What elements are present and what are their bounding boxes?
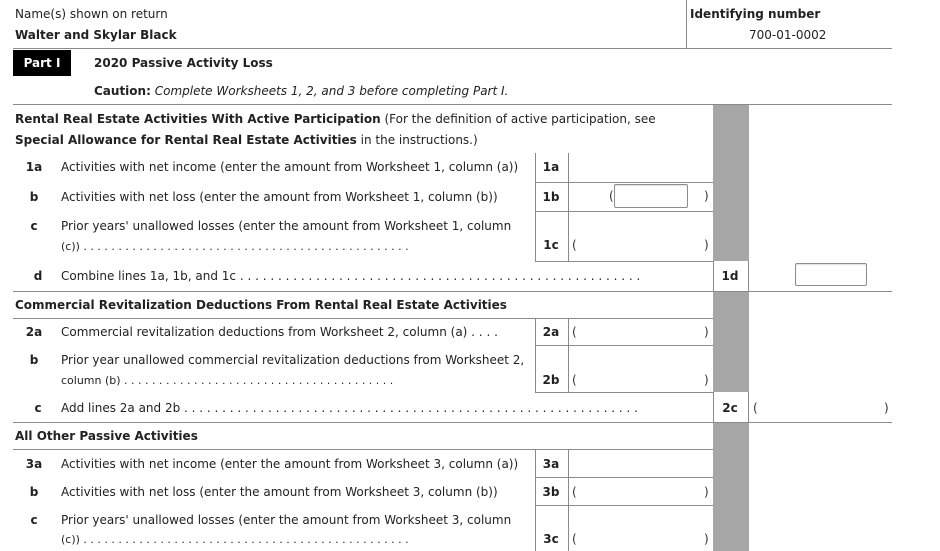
section3-heading-rule (13, 449, 713, 450)
box-label-3a: 3a (542, 457, 560, 471)
line-1d-text: Combine lines 1a, 1b, and 1c . . . . . . . . . . . . . . . . . . . . . . . . . . . . . . . . . . . . . . . . . . . . . . . . . . . . . (61, 269, 641, 283)
line-number: b (29, 353, 39, 367)
line-number: c (34, 401, 42, 415)
line-2b-text-cont: column (b) . . . . . . . . . . . . . . . . . . . . . . . . . . . . . . . . . . . . . . . (61, 374, 394, 387)
box-divider (568, 211, 569, 261)
line-1c-text-cont: (c)) . . . . . . . . . . . . . . . . . . . . . . . . . . . . . . . . . . . . . . . . . . . . . . . (61, 240, 409, 253)
name-label: Name(s) shown on return (15, 7, 168, 21)
paren-open: ( (753, 401, 758, 415)
line-number: c (30, 219, 38, 233)
paren-open: ( (609, 189, 614, 203)
box-label-2a: 2a (542, 325, 560, 339)
shaded-column-3 (713, 422, 749, 551)
header-rule (13, 48, 892, 49)
line-2b-text: Prior year unallowed commercial revitalization deductions from Worksheet 2, (61, 353, 525, 367)
line-number: 3a (25, 457, 43, 471)
line-number: b (29, 485, 39, 499)
box-label-1b: 1b (542, 190, 560, 204)
box-label-3c: 3c (543, 532, 559, 546)
paren-close: ) (704, 532, 709, 546)
section1-heading-bold: Rental Real Estate Activities With Active Participation (15, 112, 381, 126)
section1-heading-rest: (For the definition of active participation, see (380, 112, 656, 126)
box-divider (713, 392, 714, 422)
section3-heading: All Other Passive Activities (15, 429, 198, 443)
line-number: 1a (25, 160, 43, 174)
part-title: 2020 Passive Activity Loss (94, 56, 273, 70)
shaded-column-2 (713, 291, 749, 392)
part-rule (13, 104, 892, 105)
box-label-1a: 1a (542, 160, 560, 174)
part-badge: Part I (13, 50, 71, 76)
section2-rule (13, 422, 892, 423)
paren-close: ) (704, 485, 709, 499)
box-label-3b: 3b (542, 485, 560, 499)
box-divider (568, 153, 569, 182)
id-value: 700-01-0002 (749, 28, 827, 42)
id-label: Identifying number (690, 7, 821, 21)
paren-open: ( (572, 238, 577, 252)
section2-heading: Commercial Revitalization Deductions From Rental Real Estate Activities (15, 298, 507, 312)
paren-close: ) (704, 325, 709, 339)
box-label-1c: 1c (543, 238, 559, 252)
line-1d-input[interactable] (795, 263, 867, 286)
paren-close: ) (884, 401, 889, 415)
row-rule (535, 345, 713, 346)
line-1b-text: Activities with net loss (enter the amount from Worksheet 1, column (b)) (61, 190, 498, 204)
line-1c-text: Prior years' unallowed losses (enter the amount from Worksheet 1, column (61, 219, 512, 233)
paren-close: ) (704, 373, 709, 387)
row-rule (535, 505, 713, 506)
line-number: d (33, 269, 43, 283)
paren-close: ) (704, 189, 709, 203)
line-3c-text: Prior years' unallowed losses (enter the amount from Worksheet 3, column (61, 513, 512, 527)
shaded-column-1 (713, 105, 749, 261)
line-1b-input[interactable] (614, 184, 688, 208)
row-rule (535, 477, 713, 478)
line-1a-text: Activities with net income (enter the amount from Worksheet 1, column (a)) (61, 160, 519, 174)
box-divider (535, 211, 536, 261)
line-3a-text: Activities with net income (enter the amount from Worksheet 3, column (a)) (61, 457, 519, 471)
row-rule (535, 182, 713, 183)
line-2c-text: Add lines 2a and 2b . . . . . . . . . . . . . . . . . . . . . . . . . . . . . . . . . . . . . . . . . . . . . . . . . . . . . . . . . . . . (61, 401, 638, 415)
box-divider (713, 261, 714, 291)
section1-heading (15, 112, 656, 126)
section1-heading2-bold: Special Allowance for Rental Real Estate Activities (15, 133, 357, 147)
paren-open: ( (572, 373, 577, 387)
box-label-2c: 2c (722, 401, 738, 415)
section2-heading-rule (13, 318, 713, 319)
section1-heading2-rest: in the instructions.) (356, 133, 478, 147)
paren-open: ( (572, 532, 577, 546)
caution-text: Complete Worksheets 1, 2, and 3 before completing Part I. (154, 84, 509, 98)
paren-open: ( (572, 485, 577, 499)
paren-close: ) (704, 238, 709, 252)
row-rule (535, 261, 713, 262)
caution-label: Caution: (94, 84, 151, 98)
caution-note (94, 84, 508, 98)
line-2a-text: Commercial revitalization deductions from Worksheet 2, column (a) . . . . (61, 325, 498, 339)
box-label-1d: 1d (721, 269, 739, 283)
header-divider (686, 0, 687, 48)
line-number: b (29, 190, 39, 204)
line-3c-text-cont: (c)) . . . . . . . . . . . . . . . . . . . . . . . . . . . . . . . . . . . . . . . . . . . . . . . (61, 533, 409, 546)
name-value: Walter and Skylar Black (15, 28, 177, 42)
box-label-2b: 2b (542, 373, 560, 387)
row-rule (535, 211, 713, 212)
section1-heading-line2 (15, 133, 478, 147)
line-3b-text: Activities with net loss (enter the amount from Worksheet 3, column (b)) (61, 485, 498, 499)
box-divider (748, 392, 749, 422)
box-divider (568, 182, 569, 211)
box-divider (568, 318, 569, 392)
section1-rule (13, 291, 892, 292)
box-divider (748, 261, 749, 291)
paren-open: ( (572, 325, 577, 339)
line-number: 2a (25, 325, 43, 339)
box-divider (568, 449, 569, 551)
line-number: c (30, 513, 38, 527)
row-rule (535, 392, 713, 393)
